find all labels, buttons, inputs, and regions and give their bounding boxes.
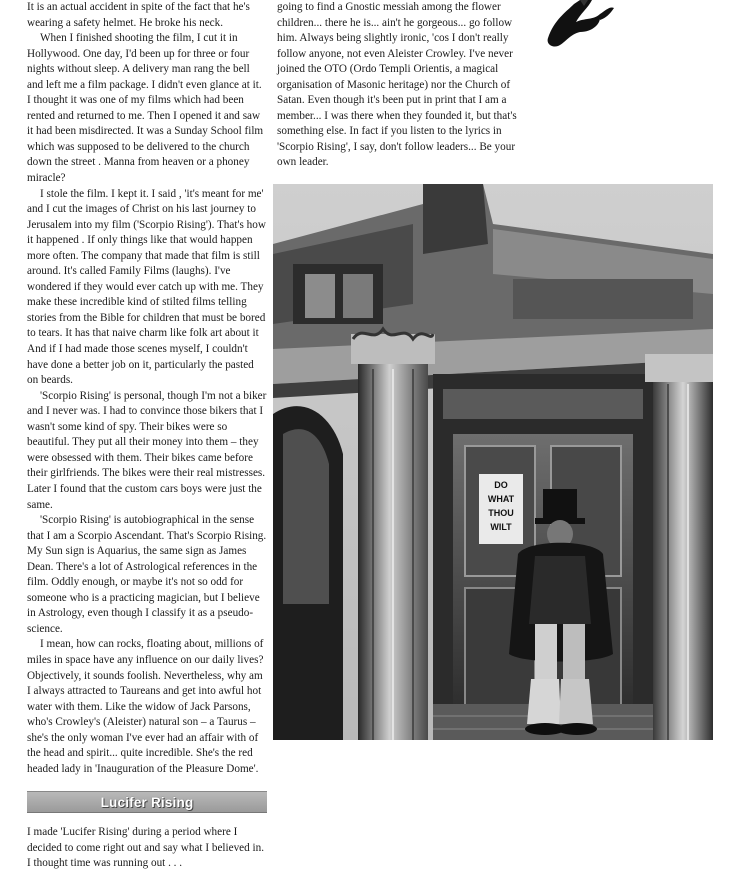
- right-text-column: [277, 0, 522, 171]
- photograph-building-doorway: [273, 184, 713, 740]
- paragraph: I made 'Lucifer Rising' during a period where I decided to come right out and say what I believed in. I thought time was running out . . .: [27, 826, 265, 870]
- paragraph: When I finished shooting the film, I cut it in Hollywood. One day, I'd been up for three or four nights without sleep. A delivery man rang the bell and left me a film package. I didn't even glance at it. I thought it was one of my films which had been rented and returned to me. Then I opened it and saw it had been misdirected. It was a Sunday School film which was supposed to be delivered to the church down the street . Manna from heaven or a phoney miracle?: [27, 32, 264, 185]
- paragraph: going to find a Gnostic messiah among the flower children... there he is... ain't he gorgeous... go follow him. Always being slightly ironic, 'cos I don't really follow anyone, not even Aleister Crowley. I've never joined the OTO (Ordo Templi Orientis, a magical organisation of Masonic heritage) nor the Church of Satan. Even though it's been put in print that I am a member... I was there when they founded it, but that's something else. In fact if you listen to the lyrics in 'Scorpio Rising', I say, don't follow leaders... Be your own leader.: [277, 1, 517, 169]
- left-text-column: [27, 0, 267, 872]
- decorative-illustration: [540, 0, 615, 50]
- paragraph: I mean, how can rocks, floating about, millions of miles in space have any influence on our daily lives? Objectively, it sounds foolish. Nevertheless, why am I always attracted to Taureans and get into awful hot water with them. Like the widow of Jack Parsons, who's Crowley's (Aleister) natural son – a Taurus – she's the only woman I've ever had an affair with of the head and spirit... quite incredible. She's the red headed lady in 'Inauguration of the Pleasure Dome'.: [27, 638, 264, 775]
- door-sign-line: WHAT: [487, 494, 515, 504]
- paragraph: 'Scorpio Rising' is autobiographical in the sense that I am a Scorpio Ascendant. That's Scorpio Rising. My Sun sign is Aquarius, the same sign as James Dean. There's a lot of Astrological references in the film. Oddly enough, or maybe it's not so odd for someone who is a practicing magician, but I believe in Astrology, even though I classify it as a pseudo-science.: [27, 514, 267, 635]
- paragraph: 'Scorpio Rising' is personal, though I'm not a biker and I never was. I had to convince those bikers that I wasn't some kind of spy. Their bikes were so beautiful. They put all their money into them – they were obsessed with them. Their bikes came before their girlfriends. The bikes were their real mistresses. Later I found that the custom cars boys were just the same.: [27, 389, 267, 511]
- door-sign-line: DO: [494, 480, 508, 490]
- section-subheading: [27, 791, 267, 813]
- subheading-label: Lucifer Rising: [100, 794, 194, 810]
- paragraph: I stole the film. I kept it. I said , 'it's meant for me' and I cut the images of Christ on his last journey to Jerusalem into my film ('Scorpio Rising'). That's how it happened . If only things like that would happen more often. The company that made that film is still around. It's called Family Films (laughs). I've wondered if they would ever catch up with me. They make these incredible kind of stilted films telling stories from the Bible for children that must be bored to tears. It has that naive charm like folk art about it And if I had made those scenes myself, I couldn't have done a better job on it, particularly the pasted on beards.: [27, 187, 266, 387]
- door-sign-line: THOU: [488, 508, 514, 518]
- paragraph: It is an actual accident in spite of the fact that he's wearing a safety helmet. He broke his neck.: [27, 1, 250, 29]
- door-sign-line: WILT: [490, 522, 512, 532]
